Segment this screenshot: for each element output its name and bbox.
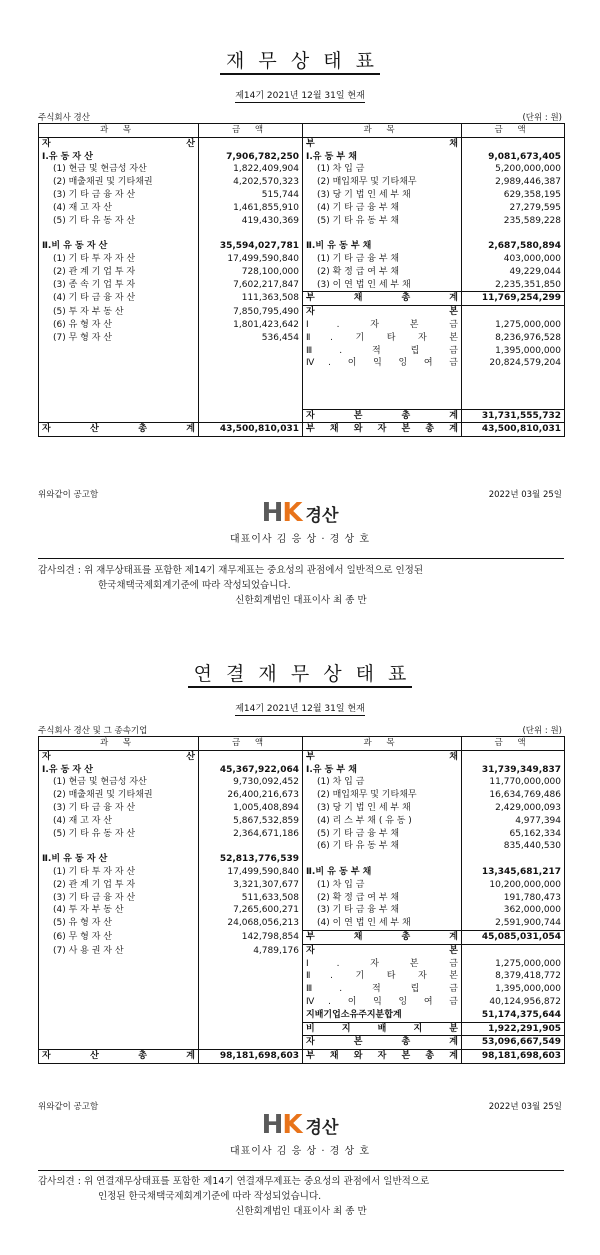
table-row	[39, 151, 565, 164]
table-row	[39, 253, 565, 266]
line-item-amount: 17,499,590,840	[199, 866, 303, 879]
table-row	[39, 750, 565, 763]
table-row	[39, 815, 565, 828]
section-label: 부 채 총 계	[303, 292, 462, 306]
doc2-title: 연 결 재 무 상 태 표	[0, 659, 600, 686]
line-item-amount: 142,798,854	[199, 930, 303, 944]
doc2-ceo: 대표이사 김 응 상 · 경 상 호	[229, 1146, 371, 1157]
table-row	[39, 996, 565, 1009]
le-total-amount: 43,500,810,031	[462, 423, 565, 437]
doc1-date: 2022년 03월 25일	[488, 490, 562, 500]
table-row	[39, 189, 565, 202]
section-amount: 8,379,418,772	[495, 971, 561, 982]
grand-total-row	[39, 423, 565, 437]
doc2-audit-line2: 인정된 한국채택국제회계기준에 따라 작성되었습니다.	[98, 1191, 322, 1202]
line-item-amount: 515,744	[199, 189, 303, 202]
section-label: Ⅳ. 이 익 잉 여 금	[303, 357, 462, 370]
section-amount: 1,395,000,000	[495, 345, 561, 356]
line-item-amount: 7,265,600,271	[199, 904, 303, 917]
line-item-amount: 7,850,795,490	[199, 306, 303, 319]
line-item-label: (6) 유 형 자 산	[39, 319, 199, 332]
doc1-audit-line2: 한국채택국제회계기준에 따라 작성되었습니다.	[98, 580, 291, 591]
line-item-amount: 1,801,423,642	[199, 319, 303, 332]
line-item-label: (3) 기 타 금 융 자 산	[39, 892, 199, 905]
section-amount: 2,687,580,894	[488, 241, 561, 252]
table-row	[39, 828, 565, 841]
table-row	[39, 802, 565, 815]
doc1-notice: 위와같이 공고함	[38, 490, 99, 500]
line-item-label: (1) 차 입 금	[303, 776, 462, 789]
line-item-label: (3) 기 타 금 융 자 산	[39, 189, 199, 202]
line-item-label: (2) 관 계 기 업 투 자	[39, 266, 199, 279]
table-header-row	[39, 124, 565, 138]
table-row	[39, 409, 565, 423]
doc1-logo	[0, 498, 600, 545]
header-item-right: 과 목	[303, 124, 462, 138]
grand-total-row	[39, 1050, 565, 1064]
section-heading-char: 채	[449, 138, 458, 149]
assets-total-label: 자 산 총 계	[39, 1050, 199, 1064]
table-row	[39, 266, 565, 279]
table-row	[39, 306, 565, 319]
doc2-logo	[0, 1110, 600, 1157]
table-row	[39, 292, 565, 306]
line-item-label: (2) 관 계 기 업 투 자	[39, 879, 199, 892]
section-heading-char: 본	[449, 945, 458, 956]
table-row	[39, 789, 565, 802]
line-item-label: (3) 종 속 기 업 투 자	[39, 279, 199, 292]
line-item-amount: 1,005,408,894	[199, 802, 303, 815]
header-amount-right: 금 액	[462, 737, 565, 751]
line-item-label: (2) 확 정 급 여 부 채	[303, 266, 462, 279]
line-item-label: (3) 기 타 금 융 부 채	[303, 904, 462, 917]
table-row	[39, 930, 565, 944]
table-row	[39, 866, 565, 879]
table-row	[39, 279, 565, 292]
table-row	[39, 227, 565, 240]
section-label: Ⅱ. 기 타 자 본	[303, 332, 462, 345]
line-item-label: (7) 사 용 권 자 산	[39, 944, 199, 957]
line-item-amount: 7,602,217,847	[199, 279, 303, 292]
doc2-subtitle: 제14기 2021년 12월 31일 현재	[235, 704, 365, 714]
line-item-label: (4) 리 스 부 채 ( 유 동 )	[303, 815, 462, 828]
table-row	[39, 958, 565, 971]
doc2-divider	[38, 1170, 564, 1171]
header-amount-left: 금 액	[199, 737, 303, 751]
line-item-label: (2) 매출채권 및 기타채권	[39, 789, 199, 802]
section-heading	[306, 138, 458, 151]
doc2-balance-sheet	[38, 736, 565, 1064]
doc1-audit-line1: 감사의견 : 위 재무상태표를 포함한 제14기 재무제표는 중요성의 관점에서 일반적으로 인정된	[38, 565, 424, 576]
line-item-amount: 5,867,532,859	[199, 815, 303, 828]
table-row	[39, 892, 565, 905]
table-row	[39, 983, 565, 996]
line-item-amount: 728,100,000	[199, 266, 303, 279]
doc1-ceo: 대표이사 김 응 상 · 경 상 호	[229, 534, 371, 545]
section-label: Ⅲ. 적 립 금	[303, 983, 462, 996]
line-item-label: (1) 차 입 금	[303, 879, 462, 892]
line-item-label: (5) 기 타 금 융 부 채	[303, 828, 462, 841]
line-item-label: (2) 확 정 급 여 부 채	[303, 892, 462, 905]
table-row	[39, 944, 565, 957]
assets-total-amount: 98,181,698,603	[199, 1050, 303, 1064]
section-amount: 1,922,291,905	[462, 1022, 565, 1036]
section-amount: 1,275,000,000	[495, 319, 561, 330]
section-heading-cell	[39, 750, 199, 763]
section-heading-cell	[303, 944, 462, 957]
le-total-amount: 98,181,698,603	[462, 1050, 565, 1064]
line-item-label: (4) 재 고 자 산	[39, 815, 199, 828]
table-row	[39, 215, 565, 228]
section-heading-char: 자	[306, 945, 315, 956]
section-heading-cell	[303, 137, 462, 150]
section-label: Ⅰ.유 동 자 산	[39, 151, 199, 164]
line-item-label: (3) 이 연 법 인 세 부 채	[303, 279, 462, 292]
doc1-subtitle: 제14기 2021년 12월 31일 현재	[235, 91, 365, 101]
doc1-balance-sheet	[38, 123, 565, 437]
line-item-amount: 2,591,900,744	[495, 918, 561, 929]
line-item-label: (5) 기 타 유 동 자 산	[39, 215, 199, 228]
table-row	[39, 764, 565, 777]
line-item-label: (7) 무 형 자 산	[39, 332, 199, 345]
line-item-label: (5) 투 자 부 동 산	[39, 306, 199, 319]
line-item-label: (5) 기 타 유 동 자 산	[39, 828, 199, 841]
table-row	[39, 357, 565, 370]
table-row	[39, 370, 565, 383]
doc1-title: 재 무 상 태 표	[0, 46, 600, 73]
line-item-label: (6) 기 타 유 동 부 채	[303, 840, 462, 853]
section-label: Ⅰ. 자 본 금	[303, 319, 462, 332]
section-amount: 11,769,254,299	[462, 292, 565, 306]
line-item-amount: 17,499,590,840	[199, 253, 303, 266]
line-item-amount: 26,400,216,673	[199, 789, 303, 802]
line-item-amount: 2,429,000,093	[495, 802, 561, 813]
section-heading-char: 자	[42, 751, 51, 762]
assets-total-label: 자 산 총 계	[39, 423, 199, 437]
section-label: Ⅱ.비 유 동 부 채	[303, 866, 462, 879]
section-label: 자 본 총 계	[303, 409, 462, 423]
line-item-amount: 511,633,508	[199, 892, 303, 905]
section-heading-cell	[303, 750, 462, 763]
section-amount: 9,081,673,405	[488, 151, 561, 162]
section-amount: 31,739,349,837	[481, 764, 561, 775]
line-item-label: (3) 당 기 법 인 세 부 채	[303, 802, 462, 815]
line-item-label: (2) 매입채무 및 기타채무	[303, 789, 462, 802]
section-heading	[306, 306, 458, 319]
table-row	[39, 137, 565, 150]
line-item-amount: 235,589,228	[503, 215, 561, 226]
line-item-label: (5) 기 타 유 동 부 채	[303, 215, 462, 228]
header-item-left: 과 목	[39, 737, 199, 751]
table-row	[39, 240, 565, 253]
section-heading-char: 자	[306, 307, 315, 318]
line-item-label: (3) 당 기 법 인 세 부 채	[303, 189, 462, 202]
line-item-label: (1) 기 타 투 자 자 산	[39, 866, 199, 879]
table-row	[39, 163, 565, 176]
doc2-notice: 위와같이 공고함	[38, 1102, 99, 1112]
section-heading	[306, 751, 458, 764]
doc1-audit	[38, 563, 564, 608]
section-label: 자 본 총 계	[303, 1036, 462, 1050]
line-item-amount: 27,279,595	[509, 202, 561, 213]
section-amount: 13,345,681,217	[481, 866, 561, 877]
section-amount: 1,275,000,000	[495, 958, 561, 969]
line-item-label: (6) 무 형 자 산	[39, 930, 199, 944]
table-row	[39, 383, 565, 396]
doc1-auditor: 신한회계법인 대표이사 최 종 만	[235, 595, 367, 606]
table-row	[39, 904, 565, 917]
doc1-divider	[38, 558, 564, 559]
assets-total-amount: 43,500,810,031	[199, 423, 303, 437]
section-label: Ⅰ.유 동 부 채	[303, 764, 462, 777]
table-row	[39, 345, 565, 358]
line-item-amount: 9,730,092,452	[199, 776, 303, 789]
section-amount: 51,174,375,644	[481, 1009, 561, 1020]
line-item-label: (4) 기 타 금 융 부 채	[303, 202, 462, 215]
section-label: Ⅱ.비 유 동 자 산	[39, 240, 199, 253]
table-row	[39, 202, 565, 215]
header-amount-right: 금 액	[462, 124, 565, 138]
line-item-amount: 5,200,000,000	[495, 164, 561, 175]
section-label: Ⅱ.비 유 동 자 산	[39, 853, 199, 866]
header-amount-left: 금 액	[199, 124, 303, 138]
line-item-amount: 24,068,056,213	[199, 917, 303, 930]
section-heading-cell	[303, 306, 462, 319]
doc2-unit: (단위 : 원)	[522, 726, 562, 736]
le-total-label: 부 채 와 자 본 총 계	[303, 1050, 462, 1064]
line-item-label: (5) 유 형 자 산	[39, 917, 199, 930]
line-item-amount: 65,162,334	[509, 828, 561, 839]
line-item-label: (1) 현금 및 현금성 자산	[39, 163, 199, 176]
section-label: Ⅰ.유 동 자 산	[39, 764, 199, 777]
section-label: Ⅰ. 자 본 금	[303, 958, 462, 971]
table-row	[39, 1022, 565, 1036]
section-label: 지배기업소유주지분합계	[303, 1009, 462, 1022]
line-item-amount: 835,440,530	[503, 841, 561, 852]
table-row	[39, 917, 565, 930]
table-row	[39, 840, 565, 853]
line-item-label: (4) 재 고 자 산	[39, 202, 199, 215]
line-item-label: (4) 이 연 법 인 세 부 채	[303, 917, 462, 930]
section-heading-char: 산	[186, 751, 195, 762]
line-item-amount: 1,461,855,910	[199, 202, 303, 215]
line-item-amount: 536,454	[199, 332, 303, 345]
line-item-amount: 2,364,671,186	[199, 828, 303, 841]
section-amount: 53,096,667,549	[462, 1036, 565, 1050]
line-item-amount: 16,634,769,486	[489, 790, 561, 801]
hk-logo-icon: HK	[261, 1110, 302, 1140]
doc2-company: 주식회사 경산 및 그 종속기업	[38, 726, 148, 736]
line-item-amount: 4,977,394	[515, 815, 561, 826]
doc1-unit: (단위 : 원)	[522, 113, 562, 123]
le-total-label: 부 채 와 자 본 총 계	[303, 423, 462, 437]
section-amount: 35,594,027,781	[199, 240, 303, 253]
table-row	[39, 1036, 565, 1050]
table-row	[39, 970, 565, 983]
section-amount: 40,124,956,872	[489, 996, 561, 1007]
line-item-amount: 191,780,473	[503, 892, 561, 903]
table-row	[39, 319, 565, 332]
table-row	[39, 1009, 565, 1022]
table-row	[39, 776, 565, 789]
line-item-amount: 3,321,307,677	[199, 879, 303, 892]
line-item-amount: 1,822,409,904	[199, 163, 303, 176]
section-heading	[42, 138, 195, 151]
line-item-label: (2) 매출채권 및 기타채권	[39, 176, 199, 189]
doc2-auditor: 신한회계법인 대표이사 최 종 만	[235, 1206, 367, 1217]
section-amount: 8,236,976,528	[495, 332, 561, 343]
section-label: Ⅳ. 이 익 잉 여 금	[303, 996, 462, 1009]
section-heading-char: 본	[449, 307, 458, 318]
section-heading-char: 채	[449, 751, 458, 762]
section-amount: 7,906,782,250	[199, 151, 303, 164]
hk-logo-icon: HK	[261, 498, 302, 528]
doc2-audit-line1: 감사의견 : 위 연결재무상태표를 포함한 제14기 연결재무제표는 중요성의 관점에서 일반적으로	[38, 1176, 430, 1187]
section-heading-char: 산	[186, 138, 195, 149]
line-item-amount: 2,235,351,850	[495, 279, 561, 290]
line-item-label: (2) 매입채무 및 기타채무	[303, 176, 462, 189]
section-heading-char: 자	[42, 138, 51, 149]
section-amount: 20,824,579,204	[489, 358, 561, 369]
line-item-label: (1) 차 입 금	[303, 163, 462, 176]
doc1-company: 주식회사 경산	[38, 113, 90, 123]
line-item-amount: 419,430,369	[199, 215, 303, 228]
table-row	[39, 853, 565, 866]
section-label: Ⅰ.유 동 부 채	[303, 151, 462, 164]
table-header-row	[39, 737, 565, 751]
line-item-amount: 2,989,446,387	[495, 177, 561, 188]
section-heading	[42, 751, 195, 764]
line-item-amount: 4,202,570,323	[199, 176, 303, 189]
section-label: 부 채 총 계	[303, 930, 462, 944]
section-heading-char: 부	[306, 751, 315, 762]
section-label: 비 지 배 지 분	[303, 1022, 462, 1036]
section-heading-cell	[39, 137, 199, 150]
line-item-label: (4) 기 타 금 융 자 산	[39, 292, 199, 306]
logo-text: 경산	[305, 505, 339, 526]
line-item-amount: 403,000,000	[503, 253, 561, 264]
line-item-amount: 10,200,000,000	[489, 879, 561, 890]
header-item-left: 과 목	[39, 124, 199, 138]
line-item-amount: 111,363,508	[199, 292, 303, 306]
line-item-label: (3) 기 타 금 융 자 산	[39, 802, 199, 815]
line-item-amount: 49,229,044	[509, 266, 561, 277]
line-item-amount: 629,358,195	[503, 189, 561, 200]
line-item-label: (1) 기 타 금 융 부 채	[303, 253, 462, 266]
header-item-right: 과 목	[303, 737, 462, 751]
section-label: Ⅲ. 적 립 금	[303, 345, 462, 358]
section-heading	[306, 945, 458, 958]
section-amount: 52,813,776,539	[199, 853, 303, 866]
section-label: Ⅱ. 기 타 자 본	[303, 970, 462, 983]
line-item-amount: 11,770,000,000	[489, 777, 561, 788]
section-amount: 31,731,555,732	[462, 409, 565, 423]
line-item-amount: 362,000,000	[503, 905, 561, 916]
table-row	[39, 176, 565, 189]
doc2-date: 2022년 03월 25일	[488, 1102, 562, 1112]
table-row	[39, 332, 565, 345]
table-row	[39, 396, 565, 409]
table-row	[39, 879, 565, 892]
line-item-amount: 4,789,176	[199, 944, 303, 957]
line-item-label: (1) 현금 및 현금성 자산	[39, 776, 199, 789]
section-amount: 1,395,000,000	[495, 984, 561, 995]
line-item-label: (4) 투 자 부 동 산	[39, 904, 199, 917]
section-label: Ⅱ.비 유 동 부 채	[303, 240, 462, 253]
section-amount: 45,367,922,064	[199, 764, 303, 777]
section-heading-char: 부	[306, 138, 315, 149]
doc2-audit	[38, 1174, 564, 1219]
line-item-label: (1) 기 타 투 자 자 산	[39, 253, 199, 266]
logo-text: 경산	[305, 1117, 339, 1138]
section-amount: 45,085,031,054	[462, 930, 565, 944]
